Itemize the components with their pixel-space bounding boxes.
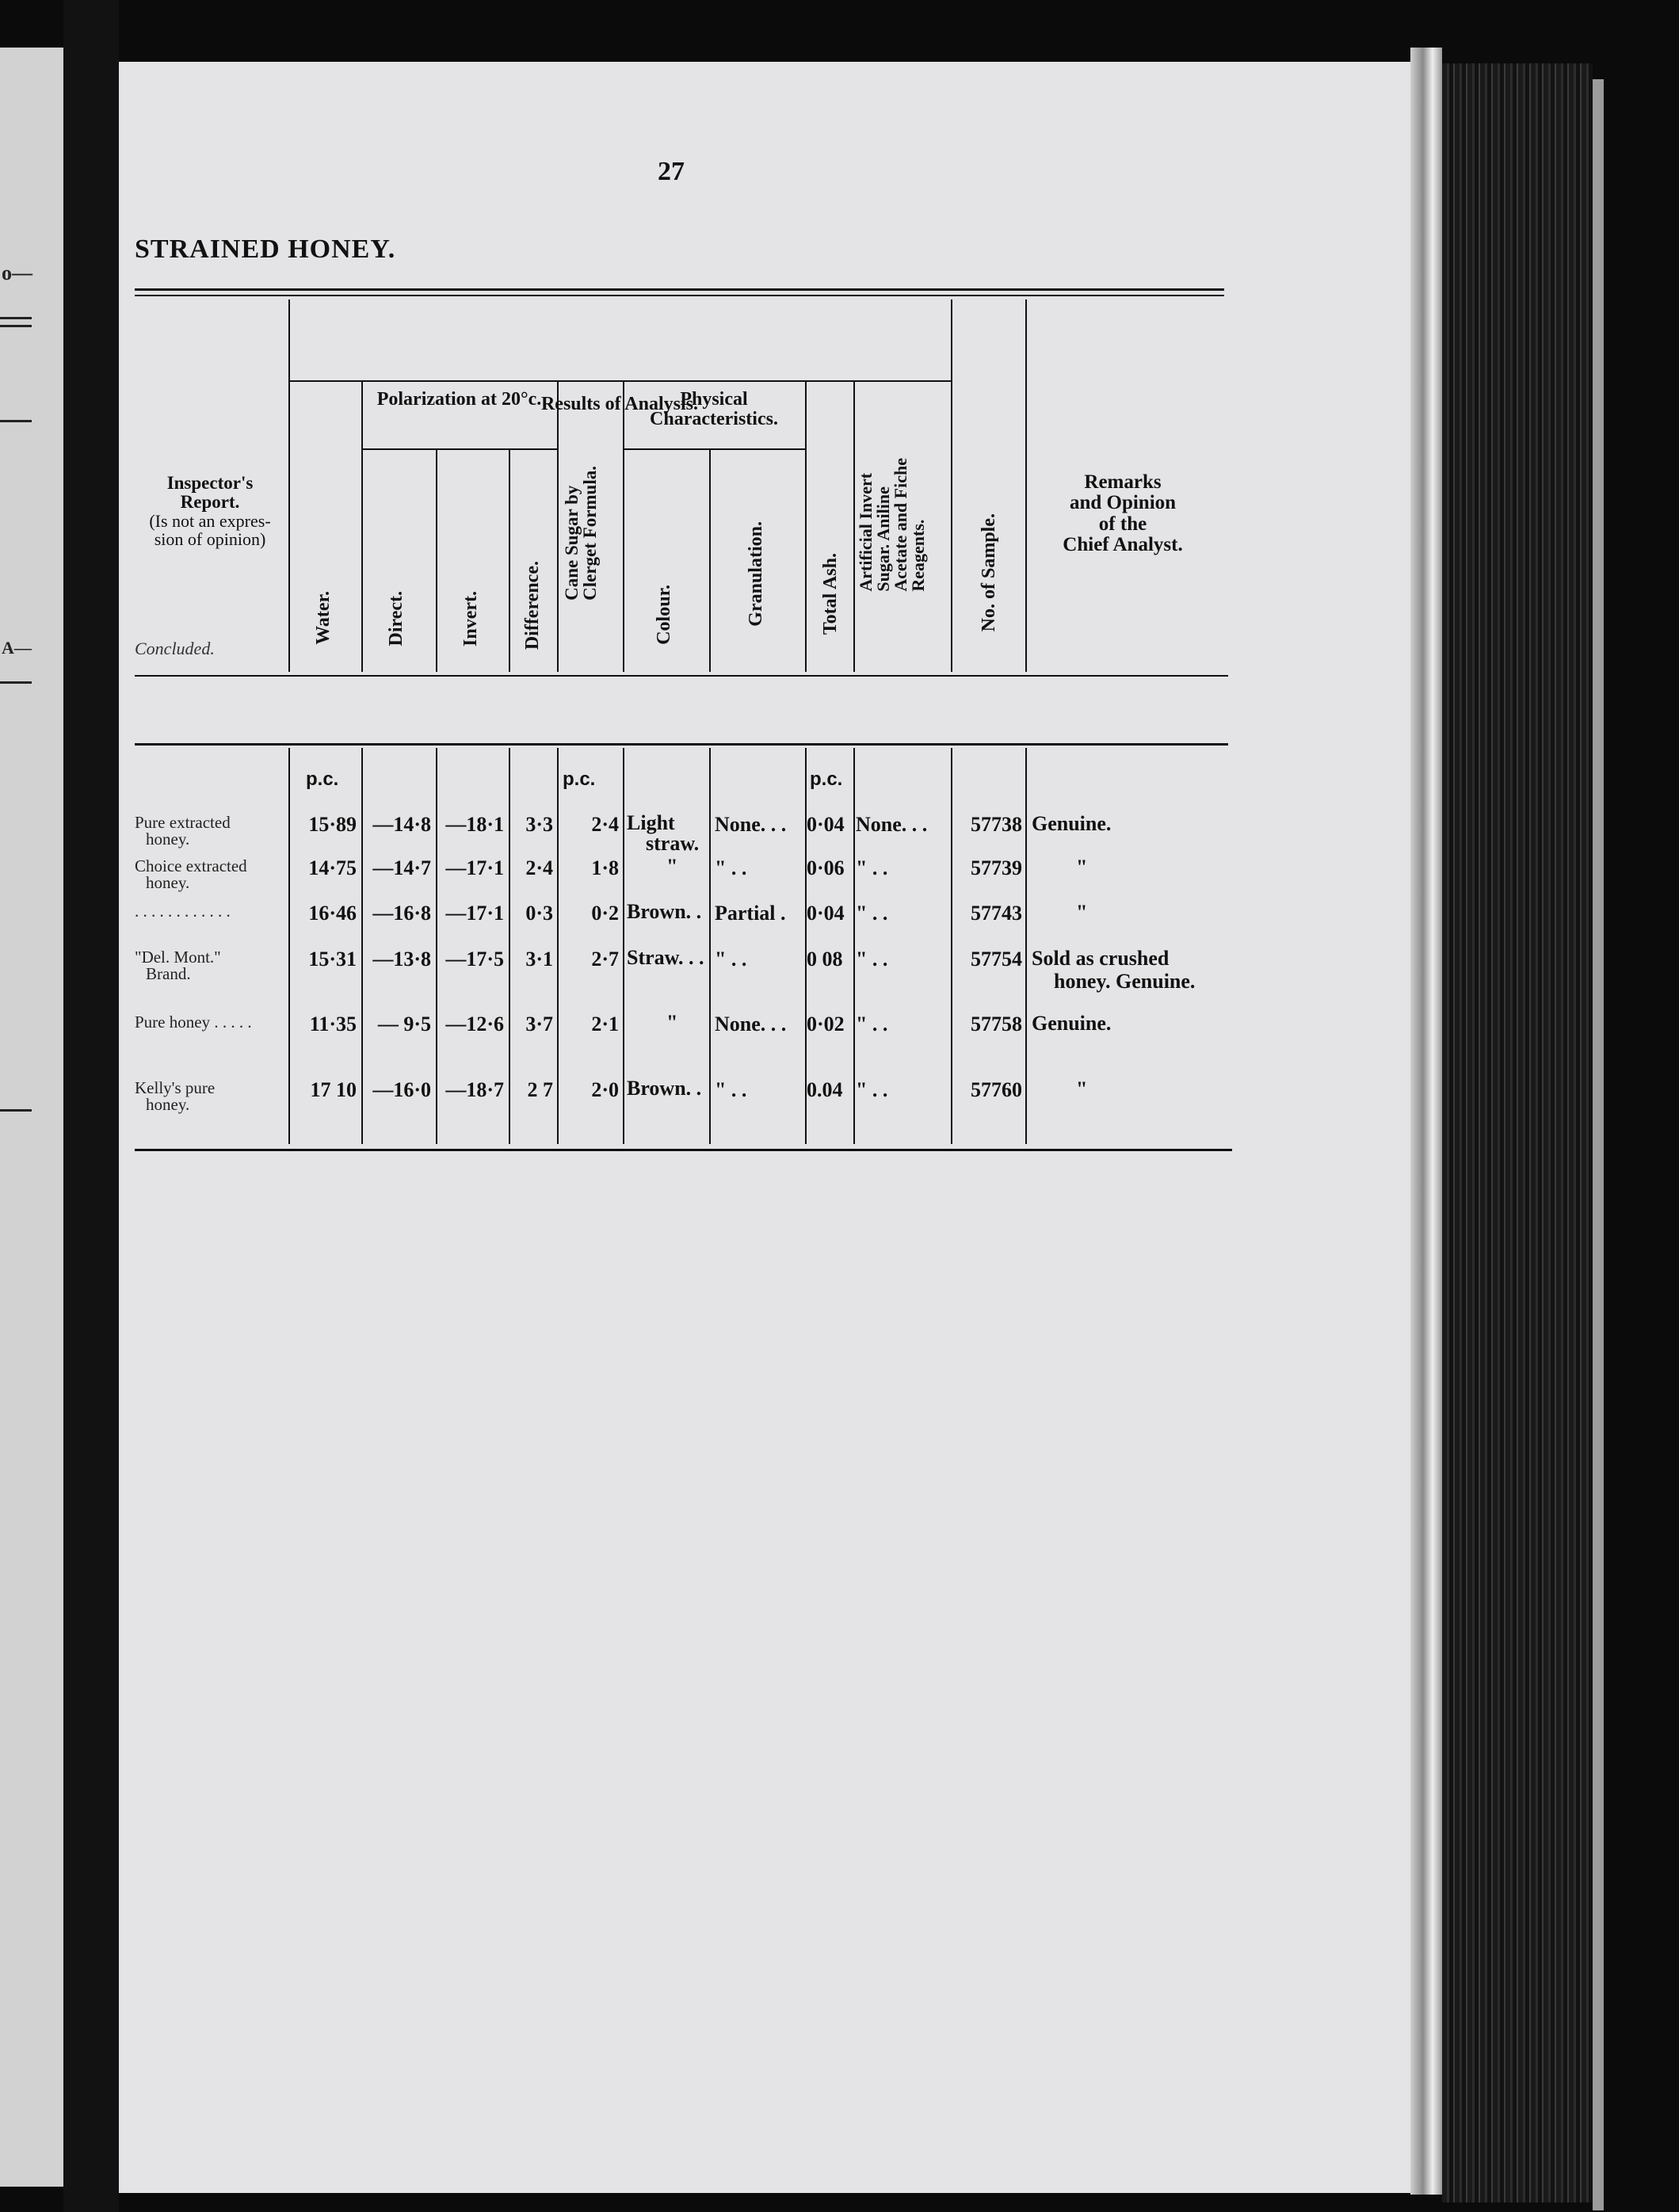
adjacent-rule xyxy=(0,317,32,319)
column-divider xyxy=(1025,748,1027,1144)
remarks-header-line: Chief Analyst. xyxy=(1063,533,1183,555)
adjacent-rule xyxy=(0,420,32,422)
water-header: Water. xyxy=(313,591,334,645)
granulation-cell: None. . . xyxy=(715,1013,787,1035)
remarks-line: Sold as crushed xyxy=(1032,947,1170,970)
water-cell: 14·75 xyxy=(308,856,357,879)
column-divider xyxy=(509,450,510,672)
artificial-cell: " . . xyxy=(856,1013,888,1035)
adjacent-rule xyxy=(0,325,32,327)
column-divider xyxy=(709,450,711,672)
inspector-header-line: (Is not an expres- xyxy=(149,511,271,532)
page-stack-edge xyxy=(1593,79,1604,2210)
total-ash-cell: 0·04 xyxy=(807,813,845,836)
direct-cell: —16·8 xyxy=(372,902,431,925)
inspector-report-line: . . . . . . . . . . . . xyxy=(135,902,231,921)
adjacent-page-fragment: o— xyxy=(2,261,32,284)
water-unit: p.c. xyxy=(306,768,339,790)
adjacent-page-sliver xyxy=(0,48,63,2187)
difference-cell: 0·3 xyxy=(525,902,553,925)
difference-cell: 3·1 xyxy=(525,948,553,971)
difference-cell: 3·7 xyxy=(525,1013,553,1035)
total-ash-cell: 0·04 xyxy=(807,902,845,925)
remarks-header-line: and Opinion xyxy=(1069,492,1177,514)
direct-cell: —14·7 xyxy=(372,856,431,879)
sample-number-header: No. of Sample. xyxy=(979,513,999,632)
bottom-rule xyxy=(135,1149,1232,1151)
top-rule xyxy=(135,288,1224,291)
colour-cell xyxy=(627,902,701,922)
column-divider xyxy=(951,299,952,672)
total-ash-cell: 0·06 xyxy=(807,856,845,879)
remarks-cell xyxy=(1032,1013,1111,1035)
page-stack xyxy=(1442,63,1593,2202)
direct-cell: —14·8 xyxy=(372,813,431,836)
adjacent-rule xyxy=(0,1109,32,1112)
document-page xyxy=(119,62,1410,2193)
page-number: 27 xyxy=(658,157,685,186)
remarks-header-line: Remarks xyxy=(1084,471,1162,493)
direct-cell: —16·0 xyxy=(372,1078,431,1101)
colour-line: Brown. . xyxy=(627,900,702,923)
remarks-header-line: of the xyxy=(1098,513,1147,535)
inspector-report-line: honey. xyxy=(146,1095,190,1114)
difference-header: Difference. xyxy=(522,561,543,650)
column-divider xyxy=(623,748,624,1144)
invert-cell: —17·5 xyxy=(445,948,504,971)
colour-line: " xyxy=(666,855,678,878)
inspector-header-line: Report. xyxy=(180,492,240,513)
artificial-invert-sugar-header: Artificial Invert Sugar. Aniline Acetate and Fiche Reagents. xyxy=(856,458,928,592)
artificial-cell: " . . xyxy=(856,856,888,879)
remarks-line: honey. Genuine. xyxy=(1054,969,1196,993)
inspector-report-cell xyxy=(135,858,293,891)
total-ash-unit: p.c. xyxy=(810,768,843,790)
adjacent-rule xyxy=(0,681,32,684)
inspector-report-cell xyxy=(135,949,293,982)
water-cell: 15·89 xyxy=(308,813,357,836)
concluded-note: Concluded. xyxy=(135,639,215,658)
inspector-report-line: Pure extracted xyxy=(135,813,231,832)
difference-cell: 3·3 xyxy=(525,813,553,836)
inspector-report-cell xyxy=(135,903,293,920)
cane-sugar-cell: 2·1 xyxy=(591,1013,619,1035)
cane-sugar-header: Cane Sugar by Clerget Formula. xyxy=(562,466,600,601)
column-divider xyxy=(709,748,711,1144)
artificial-cell: " . . xyxy=(856,1078,888,1101)
sample-number-cell: 57760 xyxy=(971,1078,1022,1101)
inspector-report-header xyxy=(135,474,285,548)
total-ash-cell: 0 08 xyxy=(807,948,843,971)
total-ash-cell: 0.04 xyxy=(807,1078,843,1101)
direct-header: Direct. xyxy=(386,591,406,646)
inspector-report-line: Pure honey . . . . . xyxy=(135,1013,252,1032)
total-ash-cell: 0·02 xyxy=(807,1013,845,1035)
column-divider xyxy=(361,382,363,672)
cane-sugar-cell: 2·7 xyxy=(591,948,619,971)
artificial-cell: " . . xyxy=(856,948,888,971)
polarization-header: Polarization at 20°c. xyxy=(376,389,542,410)
results-rule xyxy=(288,380,951,382)
sample-number-cell: 57738 xyxy=(971,813,1022,836)
top-rule xyxy=(135,295,1224,296)
direct-cell: —13·8 xyxy=(372,948,431,971)
column-divider xyxy=(288,299,290,672)
inspector-report-line: Brand. xyxy=(146,964,191,983)
remarks-line: " xyxy=(1076,1077,1088,1100)
water-cell: 11·35 xyxy=(309,1013,357,1035)
header-bottom-rule xyxy=(135,675,1228,677)
total-ash-header: Total Ash. xyxy=(820,553,841,635)
granulation-cell: " . . xyxy=(715,856,747,879)
page-title: STRAINED HONEY. xyxy=(135,235,396,264)
invert-cell: —17·1 xyxy=(445,856,504,879)
remarks-cell xyxy=(1032,813,1111,836)
column-divider xyxy=(436,450,437,672)
colour-line: Light xyxy=(627,811,675,834)
column-divider xyxy=(853,382,855,672)
colour-header: Colour. xyxy=(654,585,674,645)
remarks-cell xyxy=(1032,902,1087,925)
inspector-report-line: honey. xyxy=(146,830,190,849)
direct-cell: — 9·5 xyxy=(377,1013,431,1035)
colour-line: Straw. . . xyxy=(627,946,704,969)
inspector-report-line: "Del. Mont." xyxy=(135,948,221,967)
inspector-report-cell xyxy=(135,1014,293,1031)
colour-cell xyxy=(627,1013,677,1033)
granulation-cell: " . . xyxy=(715,1078,747,1101)
column-divider xyxy=(853,748,855,1144)
remarks-cell xyxy=(1032,856,1087,879)
inspector-header-line: Inspector's xyxy=(166,473,254,493)
invert-cell: —17·1 xyxy=(445,902,504,925)
colour-line: Brown. . xyxy=(627,1077,702,1100)
sample-number-cell: 57754 xyxy=(971,948,1022,971)
granulation-header: Granulation. xyxy=(746,521,766,627)
colour-line: " xyxy=(666,1011,678,1034)
inspector-report-line: Kelly's pure xyxy=(135,1078,216,1097)
physical-characteristics-header: Physical Characteristics. xyxy=(650,389,778,430)
colour-cell xyxy=(627,813,699,854)
sample-number-cell: 57758 xyxy=(971,1013,1022,1035)
sample-number-cell: 57739 xyxy=(971,856,1022,879)
colour-cell xyxy=(627,1078,701,1099)
colour-line: straw. xyxy=(646,832,700,855)
artificial-cell: None. . . xyxy=(856,813,928,836)
colour-cell xyxy=(627,948,704,968)
invert-cell: —18·7 xyxy=(445,1078,504,1101)
remarks-line: Genuine. xyxy=(1032,812,1112,835)
granulation-cell: Partial . xyxy=(715,902,786,925)
water-cell: 16·46 xyxy=(308,902,357,925)
water-cell: 15·31 xyxy=(308,948,357,971)
granulation-cell: " . . xyxy=(715,948,747,971)
cane-sugar-cell: 2·4 xyxy=(591,813,619,836)
colour-cell xyxy=(627,856,677,877)
adjacent-page-fragment: A— xyxy=(2,638,32,658)
remarks-cell xyxy=(1032,948,1195,993)
remarks-header xyxy=(1025,472,1220,555)
remarks-line: Genuine. xyxy=(1032,1012,1112,1035)
cane-sugar-cell: 2·0 xyxy=(591,1078,619,1101)
difference-cell: 2·4 xyxy=(525,856,553,879)
remarks-line: " xyxy=(1076,856,1088,879)
water-cell: 17 10 xyxy=(310,1078,357,1101)
results-of-analysis-header: Results of Analysis. xyxy=(540,394,699,414)
column-divider xyxy=(557,382,559,672)
remarks-line: " xyxy=(1076,901,1088,924)
physical-rule xyxy=(623,448,805,450)
difference-cell: 2 7 xyxy=(527,1078,553,1101)
invert-header: Invert. xyxy=(460,591,481,646)
invert-cell: —12·6 xyxy=(445,1013,504,1035)
remarks-cell xyxy=(1032,1078,1087,1101)
artificial-cell: " . . xyxy=(856,902,888,925)
granulation-cell: None. . . xyxy=(715,813,787,836)
sample-number-cell: 57743 xyxy=(971,902,1022,925)
invert-cell: —18·1 xyxy=(445,813,504,836)
inspector-report-line: honey. xyxy=(146,873,190,892)
cane-sugar-cell: 0·2 xyxy=(591,902,619,925)
inspector-report-cell xyxy=(135,1080,293,1113)
cane-sugar-unit: p.c. xyxy=(563,768,596,790)
inspector-report-cell xyxy=(135,814,293,848)
polarization-rule xyxy=(361,448,557,450)
book-spine xyxy=(63,0,119,2212)
inspector-report-line: Choice extracted xyxy=(135,856,247,875)
body-top-rule xyxy=(135,743,1228,746)
column-divider xyxy=(805,382,807,672)
inspector-header-line: sion of opinion) xyxy=(154,529,266,550)
page-edge xyxy=(1410,48,1442,2195)
cane-sugar-cell: 1·8 xyxy=(591,856,619,879)
